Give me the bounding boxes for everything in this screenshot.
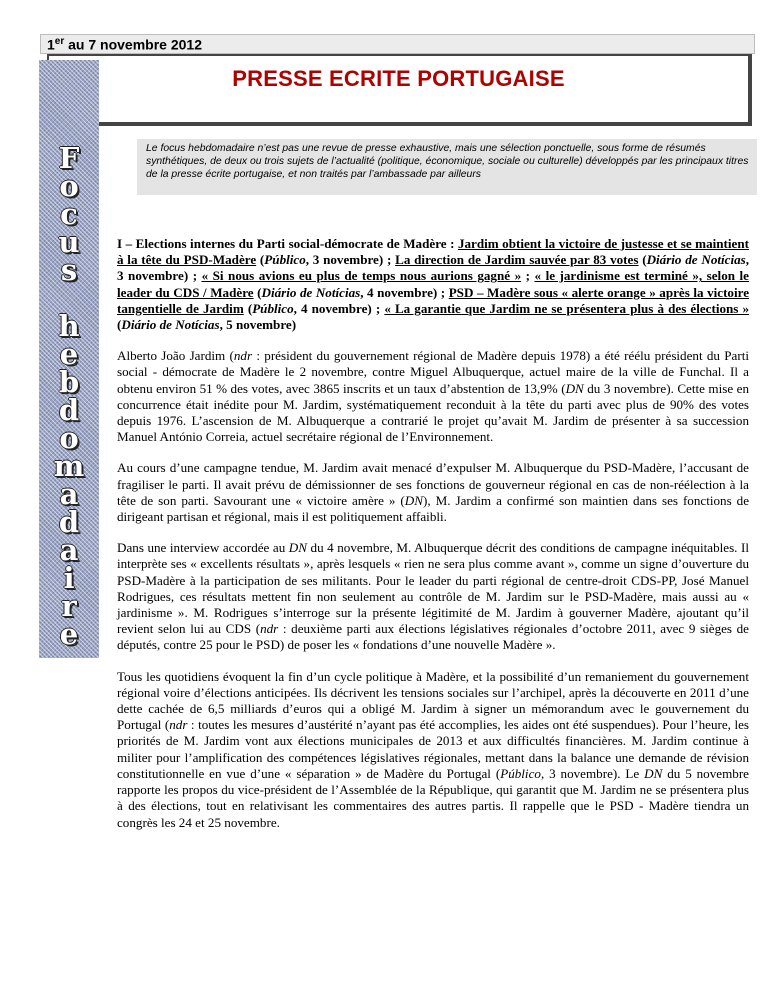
- newspaper-name: Público: [264, 252, 306, 268]
- headline-link: « Si nous avions eu plus de temps nous aurions gagné »: [201, 268, 522, 284]
- newspaper-name: Diário de Notícias: [121, 317, 220, 333]
- headline-link: Jardim obtient la victoire de justesse et se maintient à la tête du PSD-Madère: [117, 236, 749, 268]
- paragraph-4: Tous les quotidiens évoquent la fin d’un cycle politique à Madère, et la possibilité d’un remaniement du gouvernement régional voire d’élections anticipées. Ils décrivent les tensions sociales sur l’archipel, après la découverte en 2011 d’une dette cachée de 6,5 milliards d’euros qui a obligé M. Jardim à signer un mémorandum avec le gouvernement du Portugal (ndr : toutes les mesures d’austérité n’ayant pas été accomplies, les aides ont été suspendues). Pour l’heure, les priorités de M. Jardim vont aux élections municipales de 2013 et aux difficultés financières. M. Jardim continue à militer pour l’amplification des compétences législatives régionales, mettant dans la balance une demande de révision constitutionnelle en vue d’une « séparation » de Madère du Portugal (Público, 3 novembre). Le DN du 5 novembre rapporte les propos du vice-président de l’Assemblée de la République, qui garantit que M. Jardim ne se présentera plus à des élections, tout en relativisant les commentaires des autres partis. Il rappelle que le PSD - Madère tiendra un congrès les 24 et 25 novembre.: [117, 668, 749, 830]
- banner-letter: F: [58, 141, 80, 175]
- newspaper-name: Diário de Notícias: [261, 284, 361, 300]
- focus-hebdomadaire-banner: [39, 60, 99, 658]
- intro-note: Le focus hebdomadaire n’est pas une revue de presse exhaustive, mais une sélection ponctuelle, sous forme de résumés synthétiques, de deux ou trois sujets de l’actualité (politique, économique, sociale ou culturelle) développés par les principaux titres de la presse écrite portugaise, et non traités par l’ambassade par ailleurs: [137, 139, 757, 195]
- banner-letter: d: [58, 393, 80, 427]
- headline-link: La direction de Jardim sauvée par 83 votes: [395, 252, 639, 268]
- headline-date: , 4 novembre) ;: [293, 300, 385, 316]
- page-title: PRESSE ECRITE PORTUGAISE: [232, 66, 565, 91]
- paragraph-3: Dans une interview accordée au DN du 4 novembre, M. Albuquerque décrit des conditions de campagne inéquitables. Il interprète ses « excellents résultats », après lesquels « rien ne sera plus comme avant », comme un signe d’ouverture du PSD-Madère à la participation de ses militants. Pour le leader du parti régional de centre-droit CDS-PP, José Manuel Rodrigues, ces résultats mettent fin non seulement au contrôle de M. Jardim sur le PSD-Madère, mais aussi au « jardinisme ». M. Rodrigues s’interroge sur la présente légitimité de M. Jardim à gouverner Madère, ajoutant qu’il revient selon lui au CDS (ndr : deuxième parti aux élections législatives régionales d’octobre 2011, avec 9 sièges de députés, contre 25 pour le PSD) de poser les « fondations d’une nouvelle Madère ».: [117, 540, 749, 653]
- headline-link: « La garantie que Jardim ne se présentera plus à des élections »: [384, 300, 750, 316]
- banner-letter: e: [59, 337, 79, 371]
- banner-letter: c: [60, 197, 78, 231]
- banner-letter: m: [53, 449, 85, 483]
- title-box: [47, 54, 752, 126]
- date-range: 1er au 7 novembre 2012: [47, 36, 202, 53]
- headline-date: , 3 novembre) ;: [305, 252, 396, 268]
- date-bar: [40, 34, 755, 54]
- newspaper-name: Público: [252, 300, 294, 316]
- headline-link: « le jardinisme est terminé », selon le leader du CDS / Madère: [117, 268, 749, 300]
- banner-letter: a: [59, 533, 79, 567]
- article-column: [117, 236, 749, 846]
- banner-letter: r: [61, 589, 77, 623]
- banner-letter: d: [58, 505, 80, 539]
- banner-letter: u: [58, 225, 80, 259]
- headline-date: ;: [521, 268, 535, 284]
- banner-letter: a: [59, 477, 79, 511]
- banner-letter: s: [60, 253, 78, 287]
- banner-letters: [39, 141, 99, 651]
- paragraph-1: Alberto João Jardim (ndr : président du gouvernement régional de Madère depuis 1978) a été réélu président du Parti social - démocrate de Madère le 2 novembre, contre Miguel Albuquerque, actuel maire de la ville de Funchal. Il a obtenu environ 51 % des votes, avec 3865 inscrits et un taux d’abstention de 13,9% (DN du 3 novembre). Cette mise en concurrence était inédite pour M. Jardim, systématiquement reconduit à la tête du parti avec plus de 90% des votes depuis 1976. L’ascension de M. Albuquerque a contrarié le projet qu’avait M. Jardim de présenter à sa succession Manuel António Correia, actuel secrétaire régional de l’Environnement.: [117, 348, 749, 445]
- banner-letter: o: [59, 169, 79, 203]
- section-heading: I – Elections internes du Parti social-démocrate de Madère : Jardim obtient la victoire de justesse et se maintient à la tête du PSD-Madère (Público, 3 novembre) ; La direction de Jardim sauvée par 83 votes (Diário de Notícias, 3 novembre) ; « Si nous avions eu plus de temps nous aurions gagné » ; « le jardinisme est terminé », selon le leader du CDS / Madère (Diário de Notícias, 4 novembre) ; PSD – Madère sous « alerte orange » après la victoire tangentielle de Jardim (Público, 4 novembre) ; « La garantie que Jardim ne se présentera plus à des élections » (Diário de Notícias, 5 novembre): [117, 236, 750, 333]
- headline-date: , 5 novembre): [219, 317, 297, 333]
- headline-date: , 3 novembre) ;: [117, 252, 750, 284]
- banner-letter: h: [58, 309, 80, 343]
- banner-letter: o: [59, 421, 79, 455]
- headline-date: , 4 novembre) ;: [360, 284, 449, 300]
- paragraph-2: Au cours d’une campagne tendue, M. Jardim avait menacé d’expulser M. Albuquerque du PSD-Madère, l’accusant de fragiliser le parti. Il avait prévu de démissionner de ses fonctions de gouverneur régional en cas de non-réélection à la tête de son parti. Savourant une « victoire amère » (DN), M. Jardim a confirmé son maintien dans ses fonctions de dirigeant partisan et régional, mais il est politiquement affaibli.: [117, 460, 750, 525]
- headline-link: PSD – Madère sous « alerte orange » après la victoire tangentielle de Jardim: [117, 284, 750, 316]
- banner-letter: i: [63, 561, 75, 595]
- banner-letter: e: [59, 617, 79, 651]
- newspaper-name: Diário de Notícias: [646, 252, 746, 268]
- banner-letter: b: [58, 365, 80, 399]
